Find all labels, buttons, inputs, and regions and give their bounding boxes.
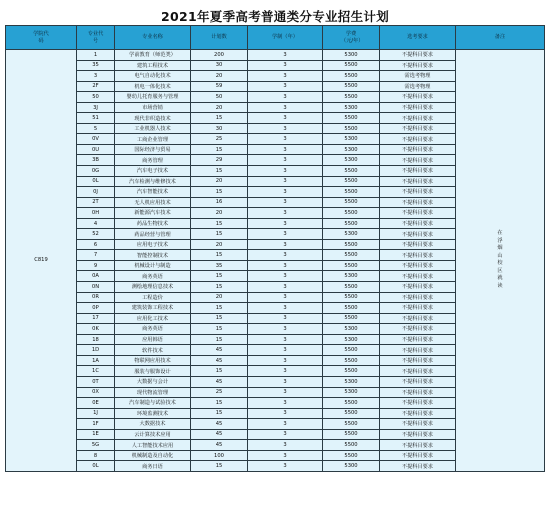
duration-cell: 3 [248, 313, 323, 324]
duration-cell: 3 [248, 376, 323, 387]
tuition-cell: 5300 [323, 144, 380, 155]
requirement-cell: 不提科目要求 [380, 461, 456, 472]
duration-cell: 3 [248, 271, 323, 282]
header-tuition: 学费（元/年） [323, 26, 380, 50]
plan-count-cell: 45 [191, 345, 248, 356]
duration-cell: 3 [248, 71, 323, 82]
major-name-cell: 机电一体化技术 [115, 81, 191, 92]
requirement-cell: 不提科目要求 [380, 355, 456, 366]
requirement-cell: 不提科目要求 [380, 92, 456, 103]
tuition-cell: 5500 [323, 60, 380, 71]
major-code-cell: 0L [77, 461, 115, 472]
duration-cell: 3 [248, 123, 323, 134]
duration-cell: 3 [248, 60, 323, 71]
major-name-cell: 商务日语 [115, 461, 191, 472]
requirement-cell: 不提科目要求 [380, 155, 456, 166]
plan-count-cell: 30 [191, 123, 248, 134]
tuition-cell: 5500 [323, 71, 380, 82]
plan-count-cell: 20 [191, 208, 248, 219]
tuition-cell: 5500 [323, 92, 380, 103]
tuition-cell: 5500 [323, 239, 380, 250]
tuition-cell: 5500 [323, 450, 380, 461]
plan-count-cell: 15 [191, 250, 248, 261]
requirement-cell: 不提科目要求 [380, 166, 456, 177]
remark-text: 在浮烟山校区就读 [497, 230, 503, 289]
duration-cell: 3 [248, 429, 323, 440]
major-name-cell: 现代物流管理 [115, 387, 191, 398]
major-name-cell: 应用化工技术 [115, 313, 191, 324]
duration-cell: 3 [248, 166, 323, 177]
requirement-cell: 不提科目要求 [380, 102, 456, 113]
tuition-cell: 5500 [323, 218, 380, 229]
duration-cell: 3 [248, 250, 323, 261]
duration-cell: 3 [248, 102, 323, 113]
major-code-cell: 0K [77, 324, 115, 335]
plan-count-cell: 15 [191, 334, 248, 345]
requirement-cell: 不提科目要求 [380, 229, 456, 240]
requirement-cell: 不提科目要求 [380, 303, 456, 314]
plan-count-cell: 45 [191, 376, 248, 387]
major-code-cell: 7 [77, 250, 115, 261]
requirement-cell: 不提科目要求 [380, 440, 456, 451]
header-row [6, 26, 545, 50]
major-name-cell: 婴幼儿托育服务与管理 [115, 92, 191, 103]
major-name-cell: 汽车智能技术 [115, 187, 191, 198]
tuition-cell: 5300 [323, 376, 380, 387]
major-name-cell: 服装与服饰设计 [115, 366, 191, 377]
requirement-cell: 不提科目要求 [380, 376, 456, 387]
major-code-cell: 1A [77, 355, 115, 366]
duration-cell: 3 [248, 176, 323, 187]
header-duration: 学制（年） [248, 26, 323, 50]
duration-cell: 3 [248, 419, 323, 430]
requirement-cell: 不提科目要求 [380, 144, 456, 155]
major-name-cell: 智能控制技术 [115, 250, 191, 261]
duration-cell: 3 [248, 282, 323, 293]
major-name-cell: 市场营销 [115, 102, 191, 113]
major-code-cell: 5G [77, 440, 115, 451]
tuition-cell: 5500 [323, 282, 380, 293]
major-name-cell: 电气自动化技术 [115, 71, 191, 82]
duration-cell: 3 [248, 50, 323, 61]
major-code-cell: 0V [77, 134, 115, 145]
plan-count-cell: 15 [191, 144, 248, 155]
major-name-cell: 工商企业管理 [115, 134, 191, 145]
plan-count-cell: 15 [191, 313, 248, 324]
major-code-cell: 2F [77, 81, 115, 92]
school-code-cell: C819 [6, 50, 77, 472]
requirement-cell: 不提科目要求 [380, 450, 456, 461]
requirement-cell: 不提科目要求 [380, 239, 456, 250]
plan-count-cell: 35 [191, 260, 248, 271]
requirement-cell: 不提科目要求 [380, 60, 456, 71]
plan-count-cell: 29 [191, 155, 248, 166]
duration-cell: 3 [248, 355, 323, 366]
major-code-cell: 0J [77, 187, 115, 198]
page-title: 2021年夏季高考普通类分专业招生计划 [161, 9, 389, 24]
requirement-cell: 不提科目要求 [380, 187, 456, 198]
header-plan-count: 计划数 [191, 26, 248, 50]
header-remark: 备注 [456, 26, 545, 50]
major-name-cell: 机械制造及自动化 [115, 450, 191, 461]
duration-cell: 3 [248, 144, 323, 155]
plan-count-cell: 100 [191, 450, 248, 461]
plan-count-cell: 20 [191, 71, 248, 82]
plan-count-cell: 15 [191, 166, 248, 177]
requirement-cell: 不提科目要求 [380, 260, 456, 271]
major-name-cell: 药品生物技术 [115, 218, 191, 229]
plan-count-cell: 15 [191, 303, 248, 314]
requirement-cell: 不提科目要求 [380, 334, 456, 345]
requirement-cell: 不提科目要求 [380, 197, 456, 208]
plan-count-cell: 200 [191, 50, 248, 61]
major-code-cell: 52 [77, 229, 115, 240]
plan-count-cell: 15 [191, 282, 248, 293]
plan-count-cell: 25 [191, 134, 248, 145]
plan-count-cell: 15 [191, 113, 248, 124]
major-code-cell: 9 [77, 260, 115, 271]
duration-cell: 3 [248, 461, 323, 472]
tuition-cell: 5500 [323, 419, 380, 430]
tuition-cell: 5500 [323, 166, 380, 177]
plan-count-cell: 15 [191, 461, 248, 472]
major-name-cell: 工程造价 [115, 292, 191, 303]
tuition-cell: 5500 [323, 408, 380, 419]
major-name-cell: 测绘地理信息技术 [115, 282, 191, 293]
tuition-cell: 5500 [323, 187, 380, 198]
major-code-cell: 35 [77, 60, 115, 71]
plan-count-cell: 15 [191, 218, 248, 229]
plan-count-cell: 30 [191, 60, 248, 71]
tuition-cell: 5300 [323, 461, 380, 472]
tuition-cell: 5300 [323, 50, 380, 61]
tuition-cell: 5500 [323, 197, 380, 208]
requirement-cell: 不提科目要求 [380, 313, 456, 324]
duration-cell: 3 [248, 197, 323, 208]
table-row [6, 50, 545, 61]
duration-cell: 3 [248, 187, 323, 198]
duration-cell: 3 [248, 260, 323, 271]
tuition-cell: 5500 [323, 313, 380, 324]
plan-count-cell: 45 [191, 440, 248, 451]
major-code-cell: 3B [77, 155, 115, 166]
major-name-cell: 新能源汽车技术 [115, 208, 191, 219]
tuition-cell: 5300 [323, 102, 380, 113]
plan-count-cell: 20 [191, 292, 248, 303]
major-name-cell: 汽车电子技术 [115, 166, 191, 177]
major-code-cell: 50 [77, 92, 115, 103]
duration-cell: 3 [248, 440, 323, 451]
tuition-cell: 5500 [323, 123, 380, 134]
major-name-cell: 汽车制造与试验技术 [115, 398, 191, 409]
major-name-cell: 现代非织造技术 [115, 113, 191, 124]
requirement-cell: 不提科目要求 [380, 408, 456, 419]
major-code-cell: 0P [77, 303, 115, 314]
major-name-cell: 机械设计与制造 [115, 260, 191, 271]
major-code-cell: 0G [77, 166, 115, 177]
duration-cell: 3 [248, 81, 323, 92]
duration-cell: 3 [248, 345, 323, 356]
requirement-cell: 不提科目要求 [380, 345, 456, 356]
duration-cell: 3 [248, 113, 323, 124]
major-name-cell: 环境监测技术 [115, 408, 191, 419]
duration-cell: 3 [248, 366, 323, 377]
tuition-cell: 5500 [323, 176, 380, 187]
requirement-cell: 不提科目要求 [380, 271, 456, 282]
duration-cell: 3 [248, 155, 323, 166]
major-name-cell: 物联网应用技术 [115, 355, 191, 366]
duration-cell: 3 [248, 292, 323, 303]
requirement-cell: 不提科目要求 [380, 419, 456, 430]
major-name-cell: 软件技术 [115, 345, 191, 356]
major-name-cell: 人工智能技术应用 [115, 440, 191, 451]
requirement-cell: 不提科目要求 [380, 113, 456, 124]
major-name-cell: 商务英语 [115, 324, 191, 335]
tuition-cell: 5500 [323, 303, 380, 314]
major-code-cell: 4 [77, 218, 115, 229]
tuition-cell: 5500 [323, 429, 380, 440]
duration-cell: 3 [248, 229, 323, 240]
tuition-cell: 5300 [323, 387, 380, 398]
plan-count-cell: 45 [191, 419, 248, 430]
plan-count-cell: 16 [191, 197, 248, 208]
plan-count-cell: 20 [191, 239, 248, 250]
duration-cell: 3 [248, 324, 323, 335]
plan-count-cell: 25 [191, 387, 248, 398]
major-code-cell: 1C [77, 366, 115, 377]
requirement-cell: 不提科目要求 [380, 208, 456, 219]
requirement-cell: 不提科目要求 [380, 250, 456, 261]
header-school-code: 学院代码 [6, 26, 77, 50]
major-code-cell: 6 [77, 239, 115, 250]
major-code-cell: 0H [77, 208, 115, 219]
requirement-cell: 不提科目要求 [380, 218, 456, 229]
duration-cell: 3 [248, 218, 323, 229]
header-requirement: 选考要求 [380, 26, 456, 50]
requirement-cell: 不提科目要求 [380, 387, 456, 398]
duration-cell: 3 [248, 239, 323, 250]
plan-count-cell: 15 [191, 229, 248, 240]
major-code-cell: 0L [77, 176, 115, 187]
plan-count-cell: 15 [191, 366, 248, 377]
requirement-cell: 不提科目要求 [380, 366, 456, 377]
major-name-cell: 大数据与会计 [115, 376, 191, 387]
duration-cell: 3 [248, 450, 323, 461]
tuition-cell: 5500 [323, 208, 380, 219]
plan-count-cell: 45 [191, 355, 248, 366]
major-name-cell: 云计算技术应用 [115, 429, 191, 440]
major-name-cell: 应用韩语 [115, 334, 191, 345]
duration-cell: 3 [248, 92, 323, 103]
major-name-cell: 大数据技术 [115, 419, 191, 430]
major-code-cell: 0E [77, 398, 115, 409]
major-code-cell: 8 [77, 450, 115, 461]
tuition-cell: 5300 [323, 271, 380, 282]
requirement-cell: 需选考物理 [380, 71, 456, 82]
header-major-code: 专业代号 [77, 26, 115, 50]
enrollment-plan-table [5, 25, 545, 472]
major-code-cell: 1F [77, 419, 115, 430]
requirement-cell: 不提科目要求 [380, 398, 456, 409]
major-name-cell: 建筑装饰工程技术 [115, 303, 191, 314]
requirement-cell: 不提科目要求 [380, 429, 456, 440]
requirement-cell: 不提科目要求 [380, 123, 456, 134]
plan-count-cell: 15 [191, 408, 248, 419]
major-code-cell: 1E [77, 429, 115, 440]
duration-cell: 3 [248, 208, 323, 219]
plan-count-cell: 15 [191, 398, 248, 409]
major-name-cell: 建筑工程技术 [115, 60, 191, 71]
tuition-cell: 5300 [323, 155, 380, 166]
duration-cell: 3 [248, 408, 323, 419]
plan-count-cell: 45 [191, 429, 248, 440]
major-code-cell: 2T [77, 197, 115, 208]
major-code-cell: 0R [77, 292, 115, 303]
major-name-cell: 汽车检测与维修技术 [115, 176, 191, 187]
requirement-cell: 不提科目要求 [380, 176, 456, 187]
major-code-cell: 3 [77, 71, 115, 82]
tuition-cell: 5500 [323, 355, 380, 366]
plan-count-cell: 20 [191, 176, 248, 187]
tuition-cell: 5500 [323, 440, 380, 451]
duration-cell: 3 [248, 398, 323, 409]
tuition-cell: 5500 [323, 398, 380, 409]
major-code-cell: 0A [77, 271, 115, 282]
remark-cell [456, 50, 545, 472]
major-code-cell: 18 [77, 334, 115, 345]
major-code-cell: 1J [77, 408, 115, 419]
tuition-cell: 5500 [323, 260, 380, 271]
tuition-cell: 5500 [323, 345, 380, 356]
plan-count-cell: 20 [191, 102, 248, 113]
plan-count-cell: 15 [191, 271, 248, 282]
requirement-cell: 需选考物理 [380, 81, 456, 92]
requirement-cell: 不提科目要求 [380, 282, 456, 293]
plan-count-cell: 15 [191, 187, 248, 198]
duration-cell: 3 [248, 334, 323, 345]
duration-cell: 3 [248, 303, 323, 314]
tuition-cell: 5300 [323, 134, 380, 145]
tuition-cell: 5500 [323, 250, 380, 261]
major-code-cell: 5 [77, 123, 115, 134]
plan-count-cell: 15 [191, 324, 248, 335]
tuition-cell: 5500 [323, 113, 380, 124]
requirement-cell: 不提科目要求 [380, 134, 456, 145]
major-code-cell: 1 [77, 50, 115, 61]
major-code-cell: 0U [77, 144, 115, 155]
tuition-cell: 5500 [323, 292, 380, 303]
major-name-cell: 药品经营与管理 [115, 229, 191, 240]
major-name-cell: 工业机器人技术 [115, 123, 191, 134]
major-code-cell: 1D [77, 345, 115, 356]
tuition-cell: 5300 [323, 324, 380, 335]
plan-count-cell: 50 [191, 92, 248, 103]
major-code-cell: 3J [77, 102, 115, 113]
header-major-name: 专业名称 [115, 26, 191, 50]
major-name-cell: 商务英语 [115, 271, 191, 282]
major-code-cell: 17 [77, 313, 115, 324]
requirement-cell: 不提科目要求 [380, 292, 456, 303]
major-name-cell: 商务管理 [115, 155, 191, 166]
duration-cell: 3 [248, 387, 323, 398]
tuition-cell: 5500 [323, 366, 380, 377]
duration-cell: 3 [248, 134, 323, 145]
plan-count-cell: 59 [191, 81, 248, 92]
tuition-cell: 5500 [323, 81, 380, 92]
major-name-cell: 国际经济与贸易 [115, 144, 191, 155]
major-name-cell: 无人机应用技术 [115, 197, 191, 208]
major-code-cell: 0T [77, 376, 115, 387]
tuition-cell: 5300 [323, 334, 380, 345]
table-body [6, 50, 545, 472]
major-code-cell: 51 [77, 113, 115, 124]
major-name-cell: 应用电子技术 [115, 239, 191, 250]
requirement-cell: 不提科目要求 [380, 50, 456, 61]
major-code-cell: 0N [77, 282, 115, 293]
major-name-cell: 学前教育（师范类） [115, 50, 191, 61]
major-code-cell: 0X [77, 387, 115, 398]
tuition-cell: 5300 [323, 229, 380, 240]
requirement-cell: 不提科目要求 [380, 324, 456, 335]
